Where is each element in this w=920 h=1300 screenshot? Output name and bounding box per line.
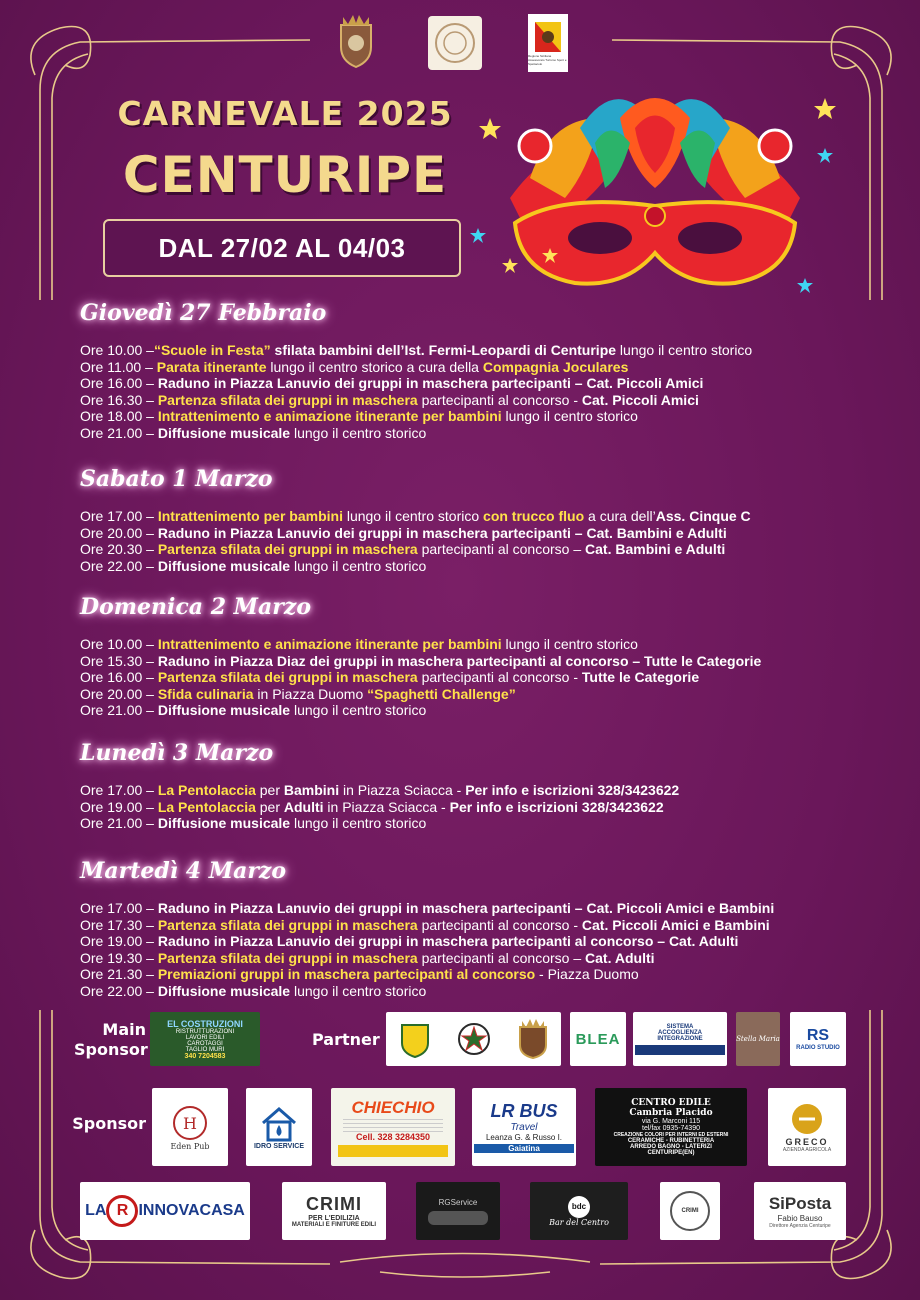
greco-sub: AZIENDA AGRICOLA — [782, 1147, 832, 1153]
schedule-item-segment: Intrattenimento e animazione itinerante per bambini — [157, 636, 502, 652]
date-range-banner — [103, 219, 461, 277]
day-heading: Giovedì 27 Febbraio — [80, 300, 327, 326]
house-drop-icon — [259, 1105, 299, 1143]
schedule-item — [80, 375, 703, 391]
schedule-item-segment: a cura dell’ — [584, 508, 656, 524]
schedule-item-segment: lungo il centro storico — [290, 983, 427, 999]
schedule-item-segment: Diffusione musicale — [157, 702, 291, 719]
schedule-item-segment: Ore 20.00 – — [80, 685, 158, 702]
greco-logo-icon — [789, 1101, 825, 1137]
schedule-item-segment: La Pentolaccia — [157, 782, 256, 798]
schedule-item-segment: Cat. Piccoli Amici e Bambini — [581, 916, 770, 933]
schedule-item-segment: Compagnia Joculares — [482, 358, 629, 375]
schedule-item — [80, 636, 638, 652]
schedule-item-segment: Ore 17.30 – — [80, 916, 158, 933]
schedule-item-segment: lungo il centro storico — [616, 342, 753, 358]
schedule-item-segment: lungo il centro storico — [501, 408, 638, 425]
schedule-item-segment: Ore 19.30 – — [80, 949, 158, 966]
schedule-item-segment: Ore 20.30 – — [80, 541, 158, 558]
schedule-item-segment: Ore 20.00 – — [80, 524, 158, 541]
crimi-name: CRIMI — [306, 1194, 362, 1214]
sistema-line-2: ACCOGLIENZA — [658, 1029, 702, 1036]
sponsor-rgservice — [416, 1182, 500, 1240]
sponsor-centro-edile-cambria — [595, 1088, 747, 1166]
schedule-item-segment: Parata itinerante — [156, 358, 267, 375]
schedule-item-segment: Ore 17.00 – — [80, 782, 158, 798]
cambria-address: via G. Marconi 115 — [641, 1118, 701, 1125]
schedule-item — [80, 917, 770, 933]
partner-stella-maria — [736, 1012, 780, 1066]
chiechio-details — [343, 1118, 443, 1132]
main-sponsor-service-3: CAROTAGGI — [187, 1040, 223, 1047]
schedule-item-segment: Partenza sfilata dei gruppi in maschera — [157, 916, 418, 933]
siposta-name: SiPosta — [768, 1193, 832, 1213]
schedule-item-segment: Per info e iscrizioni 328/3423622 — [465, 782, 680, 798]
sponsor-lr-bus — [472, 1088, 576, 1166]
schedule-item-segment: lungo il centro storico — [290, 702, 427, 719]
sponsor-greco — [768, 1088, 846, 1166]
schedule-item — [80, 653, 761, 669]
sponsor-eden-pub — [152, 1088, 228, 1166]
schedule-item-segment: Ore 16.00 – — [80, 669, 158, 686]
schedule-item — [80, 815, 426, 831]
day-heading: Domenica 2 Marzo — [80, 594, 312, 620]
cambria-line-3: ARREDO BAGNO - LATERIZI — [630, 1144, 712, 1150]
schedule-item — [80, 702, 426, 718]
sponsor-siposta — [754, 1182, 846, 1240]
schedule-item — [80, 782, 679, 798]
schedule-item-segment: Ore 21.00 – — [80, 815, 158, 832]
schedule-item-segment: Diffusione musicale — [157, 983, 291, 999]
chiechio-phone: Cell. 328 3284350 — [355, 1131, 431, 1142]
schedule-item-segment: Tutte le Categorie — [581, 669, 700, 686]
schedule-item-segment: Raduno in Piazza Diaz dei gruppi in maschera partecipanti al concorso – Tutte le Categorie — [157, 652, 762, 669]
schedule-item — [80, 508, 751, 524]
centuripe-coat-of-arms-logo — [330, 10, 382, 70]
partner-label: Partner — [312, 1030, 380, 1049]
schedule-item — [80, 342, 752, 358]
partner-blea — [570, 1012, 626, 1066]
innovacasa-name: INNOVACASA — [138, 1202, 245, 1219]
lr-bus-owners: Leanza G. & Russo I. — [485, 1133, 563, 1142]
schedule-item-segment: Cat. Piccoli Amici — [581, 391, 699, 408]
sistema-line-3: INTEGRAZIONE — [657, 1035, 703, 1042]
schedule-item-segment: Ore 19.00 – — [80, 798, 158, 815]
chiechio-machines — [338, 1145, 448, 1157]
schedule-item-segment: Raduno in Piazza Lanuvio dei gruppi in maschera partecipanti – Cat. Bambini e Adulti — [157, 524, 727, 541]
date-range: DAL 27/02 AL 04/03 — [158, 232, 406, 263]
partner-sistema-accoglienza — [633, 1012, 727, 1066]
main-sponsor-service-4: TAGLIO MURI — [185, 1046, 225, 1053]
crimi-brand-name: CRIMI — [681, 1208, 699, 1214]
schedule-item-segment: “Spaghetti Challenge” — [367, 685, 516, 702]
day-heading: Lunedì 3 Marzo — [80, 740, 274, 766]
schedule-item-segment: Adulti — [283, 798, 324, 815]
schedule-item-segment: Ore 21.00 – — [80, 425, 158, 441]
schedule-item-segment: Raduno in Piazza Lanuvio dei gruppi in maschera partecipanti al concorso – Cat. Adulti — [157, 933, 739, 950]
sponsor-chiechio — [331, 1088, 455, 1166]
day-heading: Sabato 1 Marzo — [80, 466, 273, 492]
rgservice-car — [428, 1211, 488, 1225]
schedule-item-segment: in Piazza Duomo — [253, 685, 368, 702]
schedule-item — [80, 525, 727, 541]
day-heading: Martedì 4 Marzo — [80, 858, 287, 884]
crimi-tag: PER L'EDILIZIA — [308, 1215, 360, 1222]
sistema-line-1: SISTEMA — [666, 1023, 694, 1030]
coat-of-arms-icon — [398, 1019, 432, 1059]
schedule-item-segment: Bambini — [283, 782, 340, 798]
sponsor-idro-service — [246, 1088, 312, 1166]
schedule-item — [80, 966, 639, 982]
schedule-item-segment: Ore 22.00 – — [80, 983, 158, 999]
greco-name: GRECO — [785, 1137, 829, 1147]
schedule-item-segment: Ore 10.00 – — [80, 342, 154, 358]
carnival-mask-illustration — [470, 88, 850, 298]
schedule-item-segment: partecipanti al concorso - — [417, 391, 582, 408]
schedule-item-segment: Ore 16.00 – — [80, 375, 158, 392]
schedule-item-segment: Ore 16.30 – — [80, 391, 158, 408]
schedule-item-segment: partecipanti al concorso – — [417, 949, 586, 966]
schedule-item-segment: Ore 21.30 – — [80, 966, 158, 983]
schedule-item-segment: Premiazioni gruppi in maschera partecipanti al concorso — [157, 966, 536, 983]
schedule-item-segment: per — [255, 798, 284, 815]
schedule-item — [80, 392, 699, 408]
schedule-item-segment: per — [255, 782, 284, 798]
schedule-item-segment: Ore 17.00 – — [80, 508, 158, 524]
cambria-phone: tel/fax 0935-74390 — [642, 1125, 700, 1132]
schedule-item — [80, 558, 426, 574]
schedule-item-segment: Intrattenimento e animazione itinerante per bambini — [157, 408, 502, 425]
chiechio-name: CHIECHIO — [351, 1097, 435, 1117]
sponsor-bar-del-centro — [530, 1182, 628, 1240]
schedule-item-segment: Ore 15.30 – — [80, 652, 158, 669]
schedule-item-segment: Intrattenimento per bambini — [157, 508, 343, 524]
schedule-item-segment: Cat. Adulti — [585, 949, 655, 966]
schedule-item-segment: Ore 19.00 – — [80, 933, 158, 950]
schedule-item-segment: Sfida culinaria — [157, 685, 254, 702]
schedule-item-segment: Partenza sfilata dei gruppi in maschera — [157, 541, 418, 558]
italian-republic-emblem-icon — [455, 1019, 493, 1059]
schedule-item-segment: lungo il centro storico — [290, 557, 427, 574]
rgservice-name: RGService — [438, 1197, 478, 1207]
schedule-item — [80, 799, 664, 815]
schedule-item-segment: in Piazza Sciacca - — [339, 782, 466, 798]
main-sponsor-service-1: RISTRUTTURAZIONI — [175, 1028, 235, 1035]
innovacasa-la: LA — [85, 1202, 107, 1219]
sponsor-label: Sponsor — [72, 1114, 146, 1133]
schedule-item-segment: Ore 10.00 – — [80, 636, 158, 652]
schedule-item-segment: partecipanti al concorso - — [417, 916, 582, 933]
lr-bus-sub: Travel — [510, 1122, 538, 1133]
schedule-item — [80, 425, 426, 441]
radio-logo: RS — [806, 1027, 830, 1044]
schedule-item-segment: Ore 21.00 – — [80, 702, 158, 719]
siposta-role: Direttore Agenzia Centuripe — [769, 1222, 831, 1229]
crimi-brand-badge — [670, 1191, 710, 1231]
schedule-item-segment: Partenza sfilata dei gruppi in maschera — [157, 949, 418, 966]
town-title: CENTURIPE — [122, 146, 448, 204]
schedule-item — [80, 950, 655, 966]
regione-caption: Regione Siciliana Assessorato Turismo Sport e Spettacolo — [528, 54, 567, 66]
main-sponsor-label-line2: Sponsor — [74, 1040, 148, 1059]
schedule-item-segment: lungo il centro storico — [501, 636, 638, 652]
cambria-title: CENTRO EDILE — [631, 1098, 711, 1108]
schedule-item — [80, 359, 628, 375]
schedule-item-segment: partecipanti al concorso - — [417, 669, 582, 686]
sponsor-crimi-edilizia — [282, 1182, 386, 1240]
main-sponsor-card — [150, 1012, 260, 1066]
municipal-seal-logo — [428, 16, 482, 70]
main-sponsor-name: EL COSTRUZIONI — [167, 1018, 243, 1029]
siposta-person: Fabio Bauso — [777, 1213, 823, 1223]
stella-name: Stella Maria — [736, 1035, 780, 1043]
regione-siciliana-logo — [528, 14, 568, 72]
sponsor-la-innovacasa — [80, 1182, 250, 1240]
cambria-line-2: CERAMICHE - RUBINETTERIA — [627, 1138, 715, 1144]
bdc-logo: bdc — [568, 1196, 590, 1218]
schedule-item-segment: Diffusione musicale — [157, 425, 291, 441]
bdc-name: Bar del Centro — [549, 1217, 609, 1227]
radio-name: RADIO STUDIO — [796, 1045, 840, 1051]
schedule-item-segment: Ore 22.00 – — [80, 557, 158, 574]
schedule-item-segment: lungo il centro storico — [342, 508, 484, 524]
schedule-item-segment: Raduno in Piazza Lanuvio dei gruppi in maschera partecipanti – Cat. Piccoli Amici — [157, 375, 704, 392]
svg-text:H: H — [183, 1113, 197, 1133]
schedule-item-segment: partecipanti al concorso – — [417, 541, 586, 558]
main-sponsor-label — [74, 1020, 146, 1060]
schedule-item-segment: Partenza sfilata dei gruppi in maschera — [157, 669, 418, 686]
schedule-item-segment: La Pentolaccia — [157, 798, 256, 815]
event-title: CARNEVALE 2025 — [117, 94, 453, 133]
schedule-item-segment: Raduno in Piazza Lanuvio dei gruppi in maschera partecipanti – Cat. Piccoli Amici e Bambini — [157, 900, 775, 916]
lr-bus-name: LR BUS — [490, 1101, 558, 1121]
schedule-item — [80, 900, 774, 916]
schedule-item-segment: Ass. Cinque C — [655, 508, 751, 524]
idro-service-name: IDRO SERVICE — [253, 1142, 305, 1150]
schedule-item-segment: Per info e iscrizioni 328/3423622 — [449, 798, 664, 815]
schedule-item — [80, 408, 638, 424]
schedule-item-segment: “Scuole in Festa” — [153, 342, 271, 358]
schedule-item-segment: Diffusione musicale — [157, 557, 291, 574]
schedule-item-segment: Ore 18.00 – — [80, 408, 158, 425]
eden-pub-logo-icon — [171, 1104, 209, 1142]
schedule-item-segment: con trucco fluo — [483, 508, 585, 524]
blea-name: BLEA — [575, 1030, 621, 1048]
schedule-item-segment: lungo il centro storico a cura della — [266, 358, 483, 375]
partner-radio-studio — [790, 1012, 846, 1066]
schedule-item-segment: Diffusione musicale — [157, 815, 291, 832]
partner-coats-of-arms — [386, 1012, 561, 1066]
schedule-item-segment: - Piazza Duomo — [535, 966, 639, 983]
main-sponsor-phone: 340 7204583 — [184, 1052, 226, 1060]
eden-pub-name: Eden Pub — [170, 1141, 210, 1151]
schedule-item — [80, 669, 699, 685]
cambria-name: Cambria Placido — [629, 1108, 713, 1118]
sponsor-crimi-brand — [660, 1182, 720, 1240]
schedule-item-segment: lungo il centro storico — [290, 425, 427, 441]
schedule-item-segment: Partenza sfilata dei gruppi in maschera — [157, 391, 418, 408]
cambria-line-1: CREAZIONE COLORI PER INTERNI ED ESTERNI — [613, 1132, 729, 1138]
main-sponsor-service-2: LAVORI EDILI — [185, 1034, 225, 1041]
schedule-item-segment: sfilata bambini dell’Ist. Fermi-Leopardi di Centuripe — [270, 342, 617, 358]
sistema-banner — [635, 1045, 725, 1055]
schedule-item-segment: Cat. Bambini e Adulti — [585, 541, 726, 558]
schedule-item-segment: Ore 11.00 – — [80, 358, 157, 375]
schedule-item-segment: lungo il centro storico — [290, 815, 427, 832]
schedule-item — [80, 983, 426, 999]
crest-icon — [516, 1019, 550, 1059]
innovacasa-r-icon: R — [106, 1195, 138, 1227]
schedule-item — [80, 541, 725, 557]
schedule-item — [80, 686, 516, 702]
schedule-item — [80, 933, 738, 949]
main-sponsor-label-line1: Main — [102, 1020, 146, 1039]
schedule-item-segment: in Piazza Sciacca - — [323, 798, 450, 815]
schedule-item-segment: Ore 17.00 – — [80, 900, 158, 916]
cambria-line-4: CENTURIPE(EN) — [647, 1150, 695, 1156]
crimi-sub: MATERIALI E FINITURE EDILI — [291, 1222, 377, 1228]
lr-bus-brand: Gaiatina — [474, 1144, 574, 1153]
